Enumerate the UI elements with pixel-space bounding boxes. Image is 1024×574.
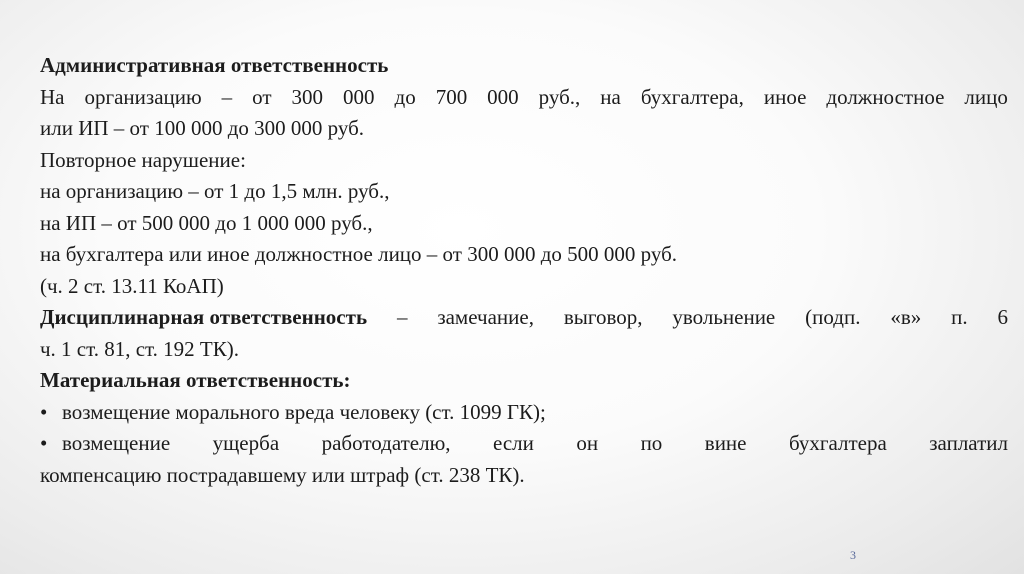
word: (подп.	[805, 305, 861, 329]
disc-line-1	[40, 302, 1008, 334]
repeat-accountant: на бухгалтера или иное должностное лицо – от 300 000 до 500 000 руб.	[40, 242, 678, 266]
word: возмещение	[62, 431, 171, 455]
material-item-1-text: возмещение морального вреда человеку (ст. 1099 ГК);	[62, 399, 546, 424]
disc-line-2: ч. 1 ст. 81, ст. 192 ТК).	[40, 336, 239, 361]
word: –	[221, 84, 233, 109]
repeat-org: на организацию – от 1 до 1,5 млн. руб.,	[40, 179, 390, 203]
word: «в»	[890, 305, 922, 329]
material-item-1	[40, 397, 1008, 429]
word: 000	[487, 84, 519, 109]
word: выговор,	[563, 305, 643, 329]
word: работодателю,	[321, 431, 451, 455]
admin-heading: Административная ответственность	[40, 53, 389, 77]
word: 700	[435, 84, 468, 109]
word: организацию	[84, 84, 202, 109]
word: от	[252, 84, 272, 109]
word: вине	[704, 431, 747, 455]
bullet: •	[40, 431, 48, 455]
word: если	[492, 431, 534, 455]
word: 300	[291, 84, 324, 109]
word: иное	[763, 84, 807, 109]
word: замечание,	[437, 305, 534, 329]
material-item-2-line-1	[62, 428, 1008, 460]
word: лицо	[964, 84, 1008, 109]
material-item-2-line-2: компенсацию пострадавшему или штраф (ст. 238 ТК).	[40, 462, 525, 487]
word: ущерба	[212, 431, 280, 455]
word: 000	[343, 84, 375, 109]
word: должностное	[826, 84, 945, 109]
material-item-2	[40, 428, 1008, 460]
admin-line-1	[40, 82, 1008, 114]
word: 6	[997, 305, 1008, 329]
word: –	[396, 305, 408, 329]
bullet: •	[40, 399, 48, 424]
word: На	[40, 84, 65, 109]
word: заплатил	[929, 431, 1008, 455]
word: бухгалтера	[788, 431, 887, 455]
word: руб.,	[538, 84, 581, 109]
page-number: 3	[850, 548, 856, 562]
material-heading: Материальная ответственность:	[40, 368, 351, 392]
koap-reference: (ч. 2 ст. 13.11 КоАП)	[40, 273, 224, 298]
repeat-label: Повторное нарушение:	[40, 147, 246, 172]
word: на	[600, 84, 621, 109]
word: он	[576, 431, 599, 455]
word: бухгалтера,	[640, 84, 744, 109]
word: по	[640, 431, 663, 455]
word: п.	[951, 305, 968, 329]
slide-content	[40, 50, 1008, 491]
word: до	[394, 84, 416, 109]
admin-line-2: или ИП – от 100 000 до 300 000 руб.	[40, 116, 365, 140]
repeat-ip: на ИП – от 500 000 до 1 000 000 руб.,	[40, 210, 373, 235]
word: увольнение	[672, 305, 776, 329]
disc-heading: Дисциплинарная ответственность	[40, 305, 368, 329]
